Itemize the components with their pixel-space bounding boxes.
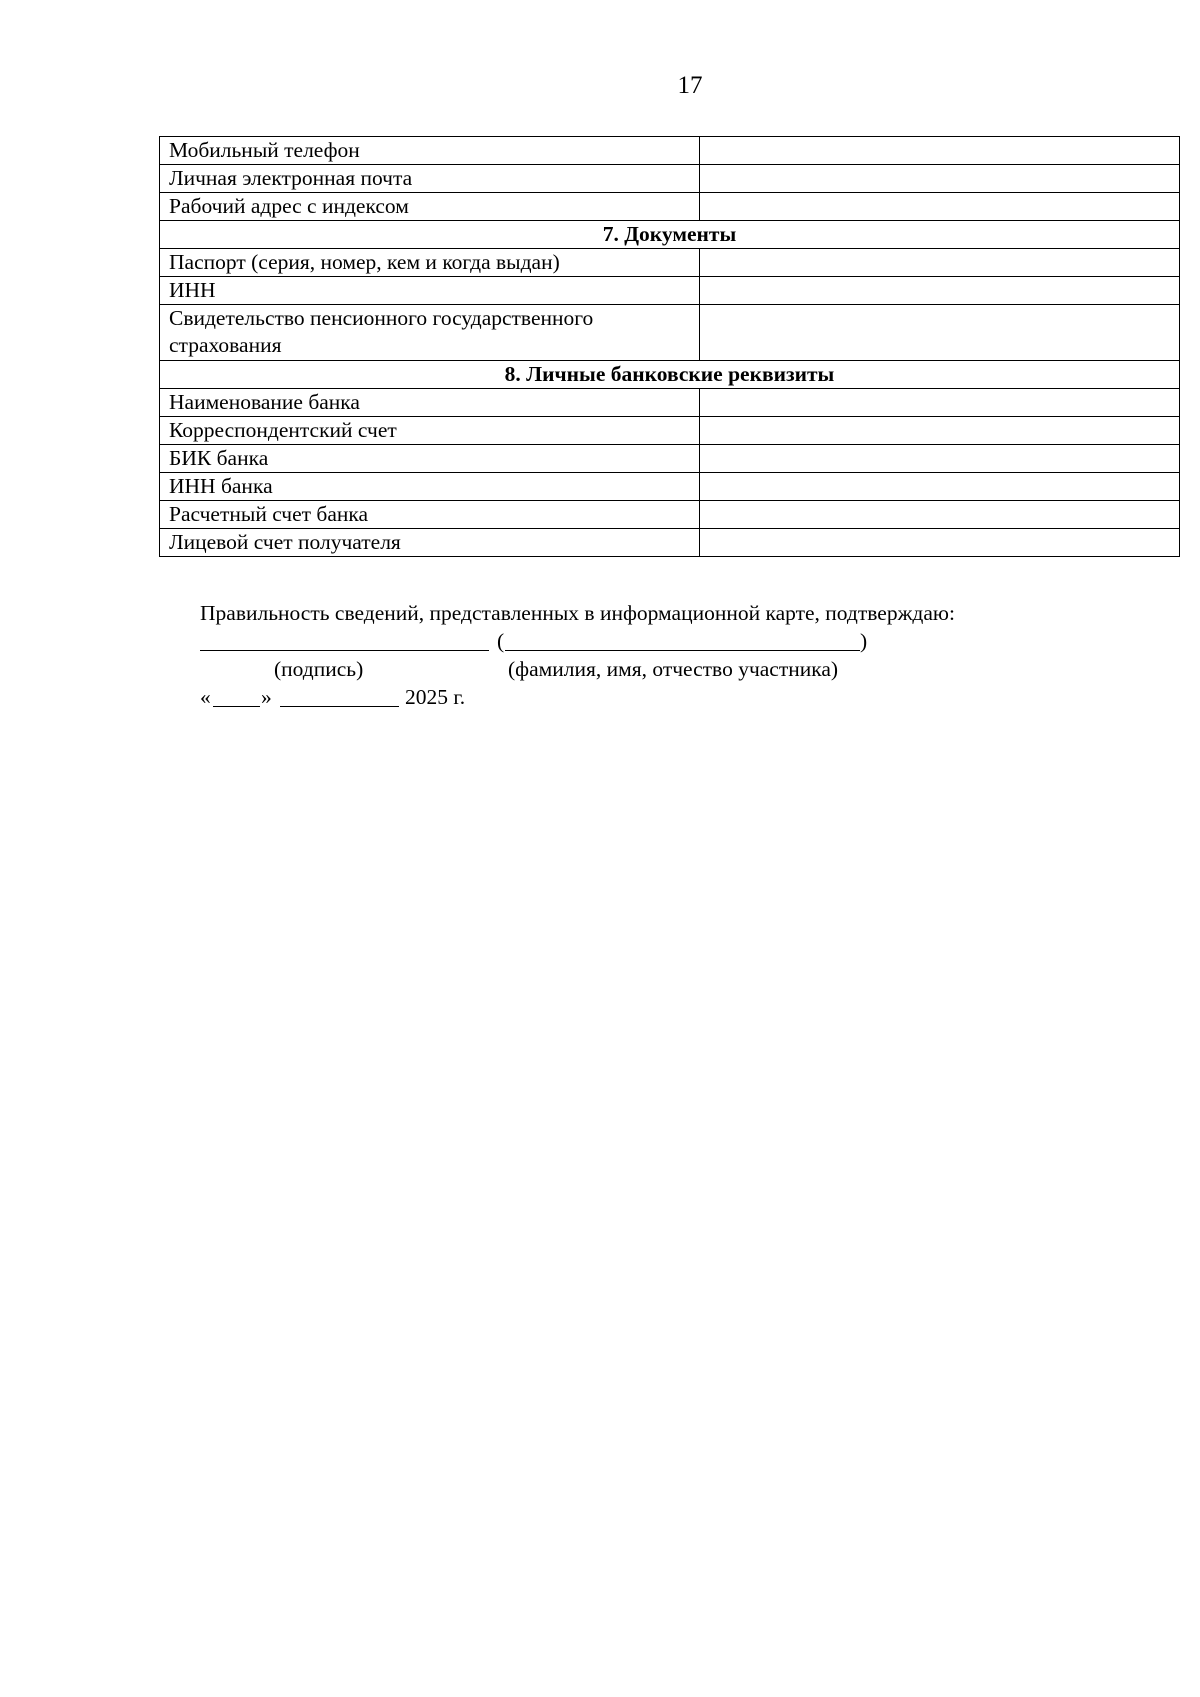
row-value-settlement-account[interactable] [700,501,1180,529]
row-label-bank-name: Наименование банка [160,389,700,417]
row-value-bank-name[interactable] [700,389,1180,417]
confirmation-text: Правильность сведений, представленных в информационной карте, подтверждаю: [200,601,955,625]
open-paren: ( [497,629,505,653]
section-title-documents: 7. Документы [160,221,1180,249]
row-value-pension-certificate[interactable] [700,305,1180,361]
section-header-bank-details [160,361,1180,389]
section-header-documents [160,221,1180,249]
table-row [160,277,1180,305]
date-day-line[interactable] [213,706,260,707]
row-value-inn[interactable] [700,277,1180,305]
row-label-bank-inn: ИНН банка [160,473,700,501]
date-month-line[interactable] [280,706,399,707]
row-label-recipient-account: Лицевой счет получателя [160,529,700,557]
page-number: 17 [677,72,703,99]
row-label-passport: Паспорт (серия, номер, кем и когда выдан) [160,249,700,277]
table-row [160,473,1180,501]
date-year: 2025 г. [405,685,466,709]
table-row [160,249,1180,277]
signature-line[interactable] [200,650,489,651]
section-title-bank-details: 8. Личные банковские реквизиты [160,361,1180,389]
full-name-line[interactable] [505,650,860,651]
row-value-recipient-account[interactable] [700,529,1180,557]
row-label-inn: ИНН [160,277,700,305]
row-value-correspondent-account[interactable] [700,417,1180,445]
name-caption: (фамилия, имя, отчество участника) [508,657,839,681]
table-row [160,305,1180,361]
row-label-bik: БИК банка [160,445,700,473]
row-value-bik[interactable] [700,445,1180,473]
row-value-bank-inn[interactable] [700,473,1180,501]
table-row [160,529,1180,557]
date-close-quote: » [261,685,272,709]
signature-caption: (подпись) [274,657,364,681]
row-label-correspondent-account: Корреспондентский счет [160,417,700,445]
info-card-table [159,136,1180,557]
row-value-mobile-phone[interactable] [700,137,1180,165]
date-open-quote: « [200,685,211,709]
row-value-work-address[interactable] [700,193,1180,221]
row-value-passport[interactable] [700,249,1180,277]
row-label-work-address: Рабочий адрес с индексом [160,193,700,221]
table-row [160,193,1180,221]
table-row [160,445,1180,473]
row-label-pension-certificate: Свидетельство пенсионного государственного страхования [160,305,700,361]
row-label-personal-email: Личная электронная почта [160,165,700,193]
table-row [160,417,1180,445]
table-row [160,501,1180,529]
table-row [160,165,1180,193]
row-label-settlement-account: Расчетный счет банка [160,501,700,529]
row-label-mobile-phone: Мобильный телефон [160,137,700,165]
table-row [160,137,1180,165]
table-row [160,389,1180,417]
close-paren: ) [860,629,868,653]
row-value-personal-email[interactable] [700,165,1180,193]
